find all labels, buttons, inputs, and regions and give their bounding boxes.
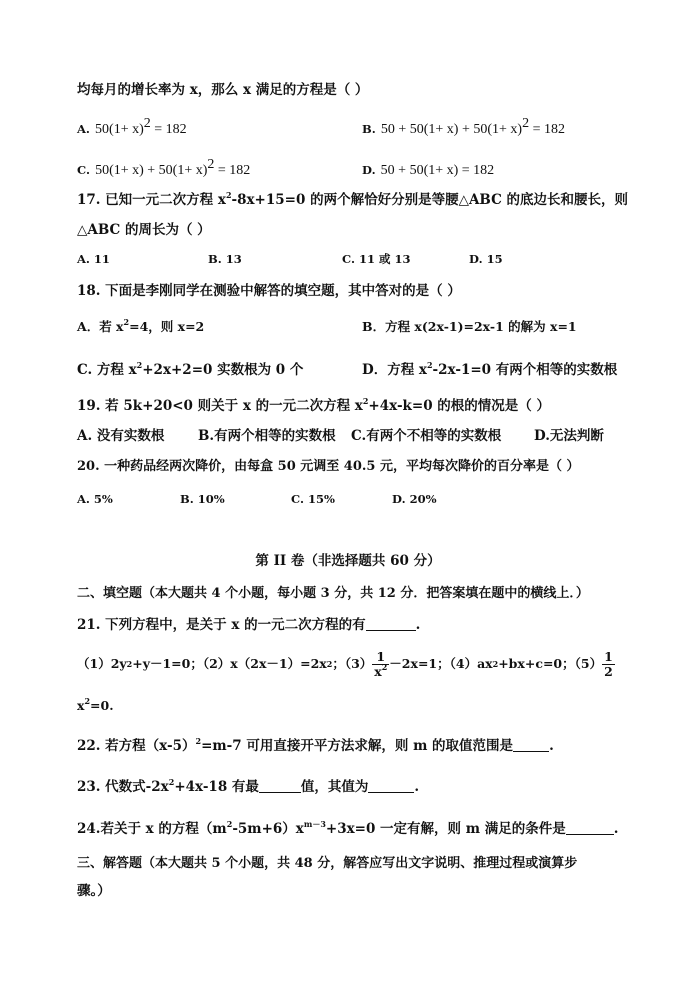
q17-option-c: C. 11 或 13 <box>342 252 411 266</box>
q17-option-d: D. 15 <box>469 252 503 266</box>
q21-fraction-2: $\frac{1}{2}$ <box>604 648 613 679</box>
q20-option-c: C. 15% <box>291 492 335 506</box>
q21-equation-line2: $x^2=0$. <box>77 696 114 713</box>
q23-blank-1[interactable] <box>259 791 301 793</box>
q17-option-b: B. 13 <box>208 252 242 266</box>
q21-fraction-1: $\frac{1}{x^2}$ <box>374 648 388 679</box>
q20-option-b: B. 10% <box>180 492 225 506</box>
section2-heading: 二、填空题（本大题共 4 个小题，每小题 3 分，共 12 分．把答案填在题中的横线上．） <box>77 586 589 601</box>
q18-stem: 18. 下面是李刚同学在测验中解答的填空题，其中答对的是（ ） <box>77 283 461 299</box>
q20-option-d: D. 20% <box>392 492 437 506</box>
q21-stem: 21. 下列方程中，是关于 x 的一元二次方程的有 . <box>77 617 421 633</box>
q24-answer-blank[interactable] <box>566 833 614 835</box>
section3-heading: 三、解答题（本大题共 5 个小题，共 48 分，解答应写出文字说明、推理过程或演算步 <box>77 856 578 871</box>
q19-option-c: C.有两个不相等的实数根 <box>351 428 502 444</box>
q20-option-a: A. 5% <box>77 492 113 506</box>
q17-stem: 17. 已知一元二次方程 $x^2-8x+15=0$ 的两个解恰好分别是等腰△ABC 的底边长和腰长，则 <box>77 190 629 208</box>
q21-answer-blank[interactable] <box>366 629 416 631</box>
q17-stem-line2: △ABC 的周长为（ ） <box>77 222 211 238</box>
q19-option-d: D.无法判断 <box>534 428 604 444</box>
q19-stem: 19. 若 5k+20<0 则关于 x 的一元二次方程 $x^2+4x-k=0$ 的根的情况是（ ） <box>77 396 550 414</box>
q18-option-a: A．若 $x^2=4$，则 x=2 <box>77 317 205 334</box>
q22-stem: 22. 若方程$(x-5)^2=m-7$ 可用直接开平方法求解，则 m 的取值范围是 . <box>77 736 554 754</box>
section3-heading-line2: 骤。） <box>77 883 111 899</box>
q21-equations: （1）2y 2 +y－1=0；（2）x（2x－1）=2x 2 ；（3） $\frac{1}{x^2}$ －2x=1；（4）ax 2 +bx+c=0；（5） $\frac{1}{2}$ <box>77 648 613 679</box>
q16-option-b: B. $50 + 50(1+ x) + 50(1+ x)^2 = 182$ <box>362 116 565 137</box>
q22-answer-blank[interactable] <box>513 750 549 752</box>
q18-option-d: D．方程 $x^2-2x-1=0$ 有两个相等的实数根 <box>362 360 618 378</box>
q20-stem: 20. 一种药品经两次降价，由每盒 50 元调至 40.5 元，平均每次降价的百分率是（ ） <box>77 459 580 474</box>
q24-stem: 24.若关于 x 的方程$(m^2-5m+6)x^{m-3}+3x=0$ 一定有解，则 m 满足的条件是 . <box>77 819 619 837</box>
q18-option-b: B．方程 x(2x-1)=2x-1 的解为 x=1 <box>362 319 577 334</box>
q16-stem: 均每月的增长率为 x，那么 x 满足的方程是（ ） <box>77 82 369 98</box>
q19-option-a: A. 没有实数根 <box>77 428 165 444</box>
q16-option-d: D. 50 + 50(1+ x) = 182 <box>362 163 495 178</box>
q17-option-a: A. 11 <box>77 252 110 266</box>
q16-option-c: C. $50(1+ x) + 50(1+ x)^2 = 182$ <box>77 157 251 178</box>
part2-title: 第 II 卷（非选择题共 60 分） <box>255 553 441 569</box>
q18-option-c: C. 方程 $x^2+2x+2=0$ 实数根为 0 个 <box>77 360 304 378</box>
q19-option-b: B.有两个相等的实数根 <box>198 428 336 444</box>
q16-option-a: A. $50(1+ x)^2 = 182$ <box>77 116 187 137</box>
q23-blank-2[interactable] <box>368 791 414 793</box>
q23-stem: 23. 代数式$-2x^2+4x-18$ 有最 值，其值为 . <box>77 777 420 795</box>
